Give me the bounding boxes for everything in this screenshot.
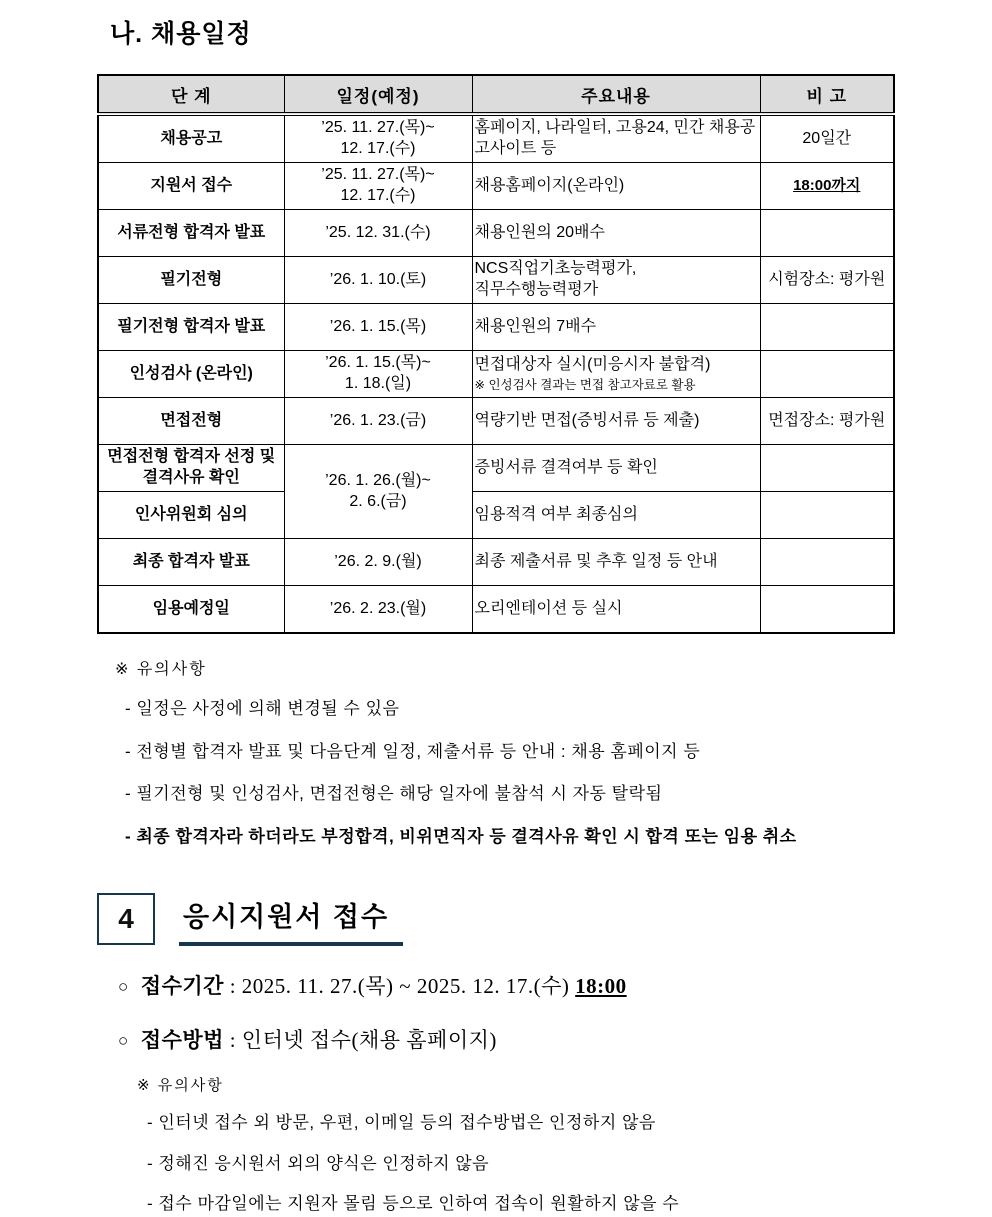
period-label: 접수기간 bbox=[140, 974, 224, 998]
table-row bbox=[98, 586, 894, 634]
schedule-line: ’26. 1. 15.(목)~ bbox=[325, 354, 431, 372]
method-value: 인터넷 접수(채용 홈페이지) bbox=[241, 1028, 497, 1052]
stage-cell: 서류전형 합격자 발표 bbox=[98, 210, 284, 257]
cautions-section bbox=[115, 656, 915, 849]
table-row bbox=[98, 398, 894, 445]
schedule-cell: ’26. 1. 15.(목) bbox=[284, 304, 472, 351]
schedule-cell-merged bbox=[284, 445, 472, 539]
schedule-cell: ’26. 1. 23.(금) bbox=[284, 398, 472, 445]
stage-cell: 채용공고 bbox=[98, 114, 284, 163]
stage-cell: 인성검사 (온라인) bbox=[98, 351, 284, 398]
table-header-row bbox=[98, 75, 894, 114]
section4-title: 응시지원서 접수 bbox=[179, 893, 403, 946]
content-cell: 채용인원의 20배수 bbox=[472, 210, 760, 257]
stage-cell: 필기전형 합격자 발표 bbox=[98, 304, 284, 351]
caution-item: - 일정은 사정에 의해 변경될 수 있음 bbox=[125, 699, 400, 718]
column-header-schedule: 일정(예정) bbox=[284, 75, 472, 114]
schedule-line: 12. 17.(수) bbox=[340, 140, 416, 157]
content-cell: 증빙서류 결격여부 등 확인 bbox=[472, 445, 760, 492]
period-separator: : bbox=[223, 974, 242, 998]
content-line: 직무수행능력평가 bbox=[474, 281, 599, 298]
schedule-cell bbox=[284, 351, 472, 398]
column-header-stage: 단 계 bbox=[98, 75, 284, 114]
remark-cell bbox=[760, 492, 894, 539]
stage-cell: 지원서 접수 bbox=[98, 163, 284, 210]
stage-cell: 필기전형 bbox=[98, 257, 284, 304]
content-cell: 역량기반 면접(증빙서류 등 제출) bbox=[472, 398, 760, 445]
schedule-cell: ’25. 12. 31.(수) bbox=[284, 210, 472, 257]
table-row bbox=[98, 163, 894, 210]
circle-bullet-icon: ○ bbox=[118, 1031, 129, 1050]
remark-cell bbox=[760, 351, 894, 398]
schedule-line: 1. 18.(일) bbox=[344, 375, 412, 392]
section-number-box: 4 bbox=[97, 893, 155, 945]
schedule-line: ’25. 11. 27.(목)~ bbox=[321, 119, 435, 137]
table-row bbox=[98, 539, 894, 586]
remark-cell bbox=[760, 586, 894, 634]
stage-cell: 임용예정일 bbox=[98, 586, 284, 634]
page-title: 나. 채용일정 bbox=[110, 20, 252, 48]
remark-cell bbox=[760, 304, 894, 351]
content-subnote: ※ 인성검사 결과는 면접 참고자료로 활용 bbox=[474, 377, 696, 392]
section4-header bbox=[97, 893, 992, 946]
content-line: 면접대상자 실시(미응시자 불합격) bbox=[474, 355, 711, 373]
remark-cell: 면접장소: 평가원 bbox=[760, 398, 894, 445]
cautions-title: ※ 유의사항 bbox=[115, 661, 207, 678]
stage-cell: 면접전형 합격자 선정 및 결격사유 확인 bbox=[98, 445, 284, 492]
schedule-cell: ’26. 2. 23.(월) bbox=[284, 586, 472, 634]
table-row bbox=[98, 210, 894, 257]
reception-method-line bbox=[118, 1024, 992, 1054]
schedule-line: 2. 6.(금) bbox=[349, 492, 407, 510]
deadline-text: 18:00까지 bbox=[793, 176, 861, 194]
content-line: NCS직업기초능력평가, bbox=[474, 260, 637, 278]
remark-cell bbox=[760, 210, 894, 257]
column-header-content: 주요내용 bbox=[472, 75, 760, 114]
content-cell: 최종 제출서류 및 추후 일정 등 안내 bbox=[472, 539, 760, 586]
caution-item-bold: - 최종 합격자라 하더라도 부정합격, 비위면직자 등 결격사유 확인 시 합격 또는 임용 취소 bbox=[125, 826, 797, 846]
table-row bbox=[98, 257, 894, 304]
table-row bbox=[98, 304, 894, 351]
stage-cell: 인사위원회 심의 bbox=[98, 492, 284, 539]
content-cell: 채용인원의 7배수 bbox=[472, 304, 760, 351]
content-cell: 홈페이지, 나라일터, 고용24, 민간 채용공고사이트 등 bbox=[472, 114, 760, 163]
section4-cautions-title: ※ 유의사항 bbox=[137, 1077, 224, 1094]
period-deadline-time: 18:00 bbox=[575, 974, 627, 998]
caution-item: - 전형별 합격자 발표 및 다음단계 일정, 제출서류 등 안내 : 채용 홈페이지 등 bbox=[125, 741, 701, 761]
stage-cell: 면접전형 bbox=[98, 398, 284, 445]
section4-caution-item: - 접수 마감일에는 지원자 몰림 등으로 인하여 접속이 원활하지 않을 수 bbox=[147, 1194, 680, 1214]
remark-cell bbox=[760, 163, 894, 210]
remark-cell bbox=[760, 445, 894, 492]
table-row bbox=[98, 114, 894, 163]
column-header-remark: 비 고 bbox=[760, 75, 894, 114]
schedule-cell bbox=[284, 114, 472, 163]
content-cell: 채용홈페이지(온라인) bbox=[472, 163, 760, 210]
content-cell: 임용적격 여부 최종심의 bbox=[472, 492, 760, 539]
period-value: 2025. 11. 27.(목) ~ 2025. 12. 17.(수) bbox=[241, 974, 576, 998]
content-cell bbox=[472, 257, 760, 304]
schedule-cell: ’26. 1. 10.(토) bbox=[284, 257, 472, 304]
content-cell: 오리엔테이션 등 실시 bbox=[472, 586, 760, 634]
recruitment-schedule-table bbox=[97, 74, 895, 634]
content-cell bbox=[472, 351, 760, 398]
table-row bbox=[98, 492, 894, 539]
stage-cell: 최종 합격자 발표 bbox=[98, 539, 284, 586]
table-row bbox=[98, 445, 894, 492]
table-row bbox=[98, 351, 894, 398]
schedule-line: 12. 17.(수) bbox=[340, 187, 416, 204]
remark-cell: 시험장소: 평가원 bbox=[760, 257, 894, 304]
schedule-cell bbox=[284, 163, 472, 210]
reception-period-line bbox=[118, 970, 992, 1000]
schedule-cell: ’26. 2. 9.(월) bbox=[284, 539, 472, 586]
method-label: 접수방법 bbox=[140, 1028, 224, 1052]
remark-cell bbox=[760, 114, 894, 163]
circle-bullet-icon: ○ bbox=[118, 977, 129, 996]
remark-text: 20일간 bbox=[802, 129, 852, 147]
caution-item: - 필기전형 및 인성검사, 면접전형은 해당 일자에 불참석 시 자동 탈락됨 bbox=[125, 784, 663, 803]
section4-caution-item: - 정해진 응시원서 외의 양식은 인정하지 않음 bbox=[147, 1153, 490, 1173]
schedule-line: ’25. 11. 27.(목)~ bbox=[321, 166, 435, 184]
method-separator: : bbox=[223, 1028, 242, 1052]
remark-cell bbox=[760, 539, 894, 586]
section4-caution-item: - 인터넷 접수 외 방문, 우편, 이메일 등의 접수방법은 인정하지 않음 bbox=[147, 1113, 656, 1132]
schedule-line: ’26. 1. 26.(월)~ bbox=[325, 471, 431, 489]
